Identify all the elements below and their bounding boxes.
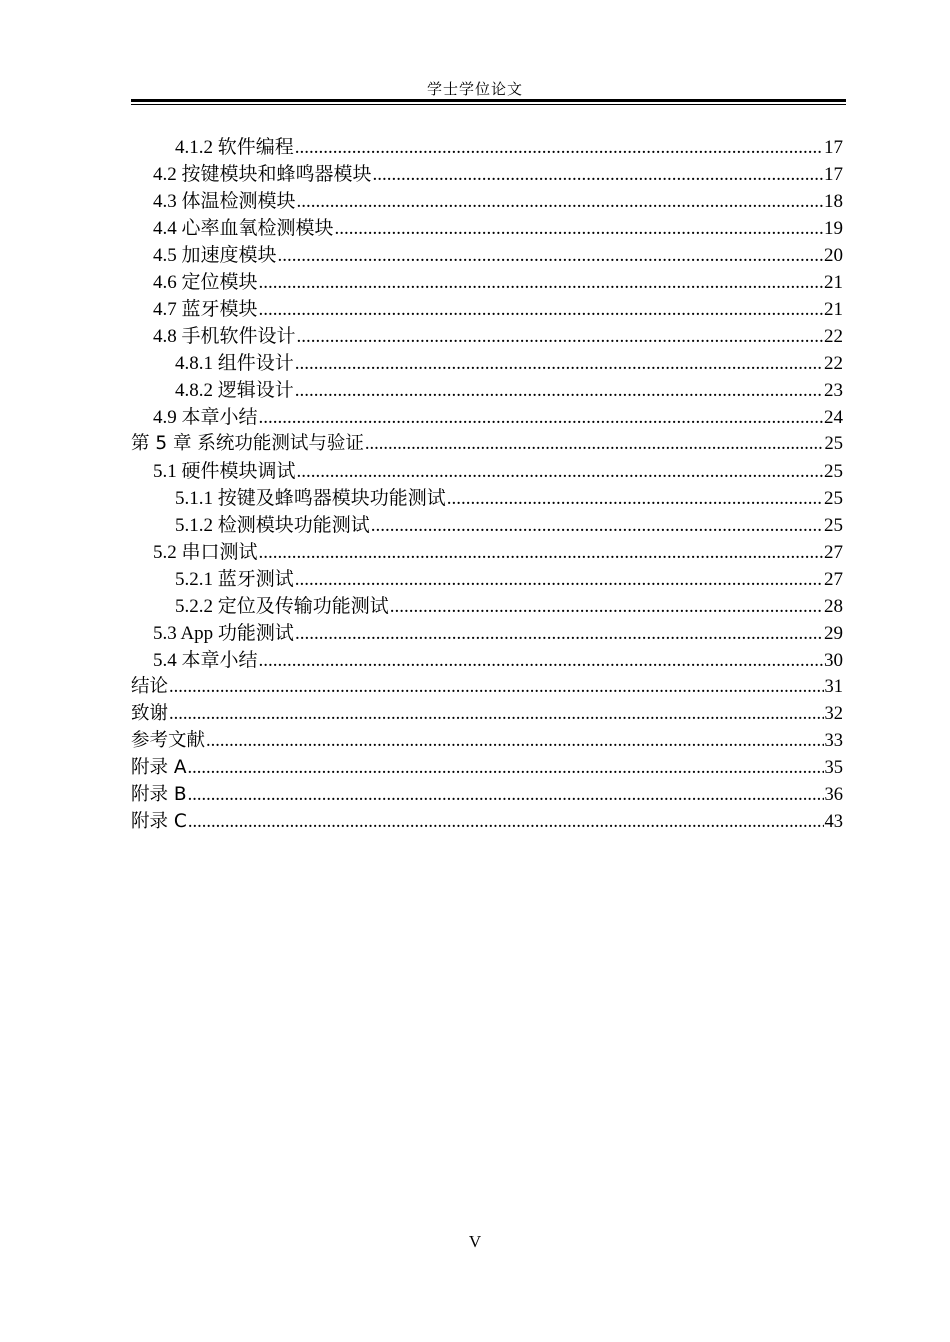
- toc-dot-leader: [365, 434, 824, 455]
- toc-entry-page: 22: [824, 326, 843, 347]
- toc-entry[interactable]: [131, 267, 843, 294]
- toc-entry[interactable]: [131, 375, 843, 402]
- toc-dot-leader: [259, 272, 823, 294]
- toc-entry-label: 5.2 串口测试: [153, 542, 258, 563]
- toc-entry[interactable]: [131, 564, 843, 591]
- toc-entry[interactable]: [131, 429, 843, 456]
- toc-dot-leader: [390, 596, 823, 618]
- toc-entry-label: 附录 C: [131, 811, 187, 832]
- toc-entry-page: 25: [824, 461, 843, 482]
- toc-dot-leader: [297, 326, 823, 348]
- toc-entry[interactable]: [131, 699, 843, 726]
- toc-entry-page: 30: [824, 650, 843, 671]
- table-of-contents: [131, 132, 843, 834]
- toc-dot-leader: [278, 245, 823, 267]
- toc-dot-leader: [169, 704, 823, 725]
- toc-entry-label: 4.4 心率血氧检测模块: [153, 218, 334, 239]
- toc-entry[interactable]: [131, 591, 843, 618]
- toc-entry-page: 28: [824, 596, 843, 617]
- toc-entry-label: 4.1.2 软件编程: [175, 137, 294, 158]
- toc-dot-leader: [169, 677, 823, 698]
- toc-entry[interactable]: [131, 672, 843, 699]
- toc-entry[interactable]: [131, 240, 843, 267]
- toc-entry[interactable]: [131, 618, 843, 645]
- toc-entry-label: 参考文献: [131, 730, 206, 751]
- toc-entry-page: 31: [824, 677, 843, 697]
- header-rule-thin: [131, 104, 846, 105]
- toc-dot-leader: [188, 785, 824, 806]
- toc-entry-label: 4.3 体温检测模块: [153, 191, 296, 212]
- toc-entry-label: 5.2.2 定位及传输功能测试: [175, 596, 389, 617]
- toc-entry-label: 致谢: [131, 703, 169, 724]
- toc-entry-label: 4.2 按键模块和蜂鸣器模块: [153, 164, 372, 185]
- toc-entry-page: 22: [824, 353, 843, 374]
- toc-dot-leader: [188, 812, 824, 833]
- toc-dot-leader: [335, 218, 823, 240]
- toc-entry[interactable]: [131, 645, 843, 672]
- toc-dot-leader: [373, 164, 823, 186]
- toc-dot-leader: [297, 461, 823, 483]
- toc-dot-leader: [259, 542, 823, 564]
- toc-entry-page: 25: [824, 515, 843, 536]
- toc-entry[interactable]: [131, 510, 843, 537]
- toc-dot-leader: [259, 299, 823, 321]
- toc-entry-label: 4.5 加速度模块: [153, 245, 277, 266]
- toc-entry[interactable]: [131, 132, 843, 159]
- toc-entry-label: 附录 B: [131, 784, 187, 805]
- toc-entry-label: 4.6 定位模块: [153, 272, 258, 293]
- toc-entry[interactable]: [131, 483, 843, 510]
- toc-entry-page: 35: [824, 758, 843, 778]
- toc-entry-label: 4.8.2 逻辑设计: [175, 380, 294, 401]
- toc-dot-leader: [295, 137, 823, 159]
- toc-entry-label: 5.3 App 功能测试: [153, 623, 294, 644]
- toc-dot-leader: [259, 407, 823, 429]
- toc-entry-label: 结论: [131, 676, 169, 697]
- toc-entry-label: 4.8 手机软件设计: [153, 326, 296, 347]
- toc-entry[interactable]: [131, 753, 843, 780]
- toc-entry-label: 4.7 蓝牙模块: [153, 299, 258, 320]
- toc-entry-page: 33: [824, 731, 843, 751]
- toc-entry-label: 4.8.1 组件设计: [175, 353, 294, 374]
- toc-entry-label: 5.1.2 检测模块功能测试: [175, 515, 370, 536]
- toc-dot-leader: [206, 731, 823, 752]
- toc-dot-leader: [295, 353, 823, 375]
- toc-entry-page: 18: [824, 191, 843, 212]
- toc-entry-page: 21: [824, 299, 843, 320]
- toc-dot-leader: [447, 488, 823, 510]
- toc-entry-label: 附录 A: [131, 757, 187, 778]
- toc-entry[interactable]: [131, 726, 843, 753]
- toc-entry-label: 5.1.1 按键及蜂鸣器模块功能测试: [175, 488, 446, 509]
- toc-entry-page: 27: [824, 542, 843, 563]
- toc-entry-label: 第 5 章 系统功能测试与验证: [131, 433, 364, 454]
- toc-entry[interactable]: [131, 537, 843, 564]
- toc-entry-page: 25: [824, 488, 843, 509]
- toc-entry[interactable]: [131, 186, 843, 213]
- toc-entry[interactable]: [131, 159, 843, 186]
- toc-entry-label: 5.1 硬件模块调试: [153, 461, 296, 482]
- toc-entry-label: 5.4 本章小结: [153, 650, 258, 671]
- toc-entry[interactable]: [131, 321, 843, 348]
- toc-dot-leader: [188, 758, 824, 779]
- toc-entry-page: 19: [824, 218, 843, 239]
- toc-entry-page: 20: [824, 245, 843, 266]
- toc-entry-page: 29: [824, 623, 843, 644]
- toc-entry-label: 4.9 本章小结: [153, 407, 258, 428]
- toc-dot-leader: [295, 380, 823, 402]
- page-number: V: [468, 1232, 482, 1251]
- header-rule-thick: [131, 99, 846, 102]
- running-header: 学士学位论文: [426, 82, 523, 98]
- toc-entry-page: 32: [824, 704, 843, 724]
- toc-entry-page: 36: [824, 785, 843, 805]
- toc-dot-leader: [295, 623, 823, 645]
- toc-entry-page: 17: [824, 164, 843, 185]
- toc-entry[interactable]: [131, 456, 843, 483]
- toc-entry[interactable]: [131, 402, 843, 429]
- toc-dot-leader: [295, 569, 823, 591]
- toc-entry-page: 43: [824, 812, 843, 832]
- toc-entry-page: 17: [824, 137, 843, 158]
- toc-entry-page: 21: [824, 272, 843, 293]
- toc-entry-page: 24: [824, 407, 843, 428]
- toc-entry-page: 25: [824, 434, 843, 454]
- toc-dot-leader: [371, 515, 823, 537]
- toc-dot-leader: [297, 191, 823, 213]
- toc-entry-label: 5.2.1 蓝牙测试: [175, 569, 294, 590]
- toc-dot-leader: [259, 650, 823, 672]
- toc-entry[interactable]: [131, 213, 843, 240]
- toc-entry[interactable]: [131, 780, 843, 807]
- toc-entry-page: 27: [824, 569, 843, 590]
- toc-entry-page: 23: [824, 380, 843, 401]
- toc-entry[interactable]: [131, 294, 843, 321]
- toc-entry[interactable]: [131, 348, 843, 375]
- toc-entry[interactable]: [131, 807, 843, 834]
